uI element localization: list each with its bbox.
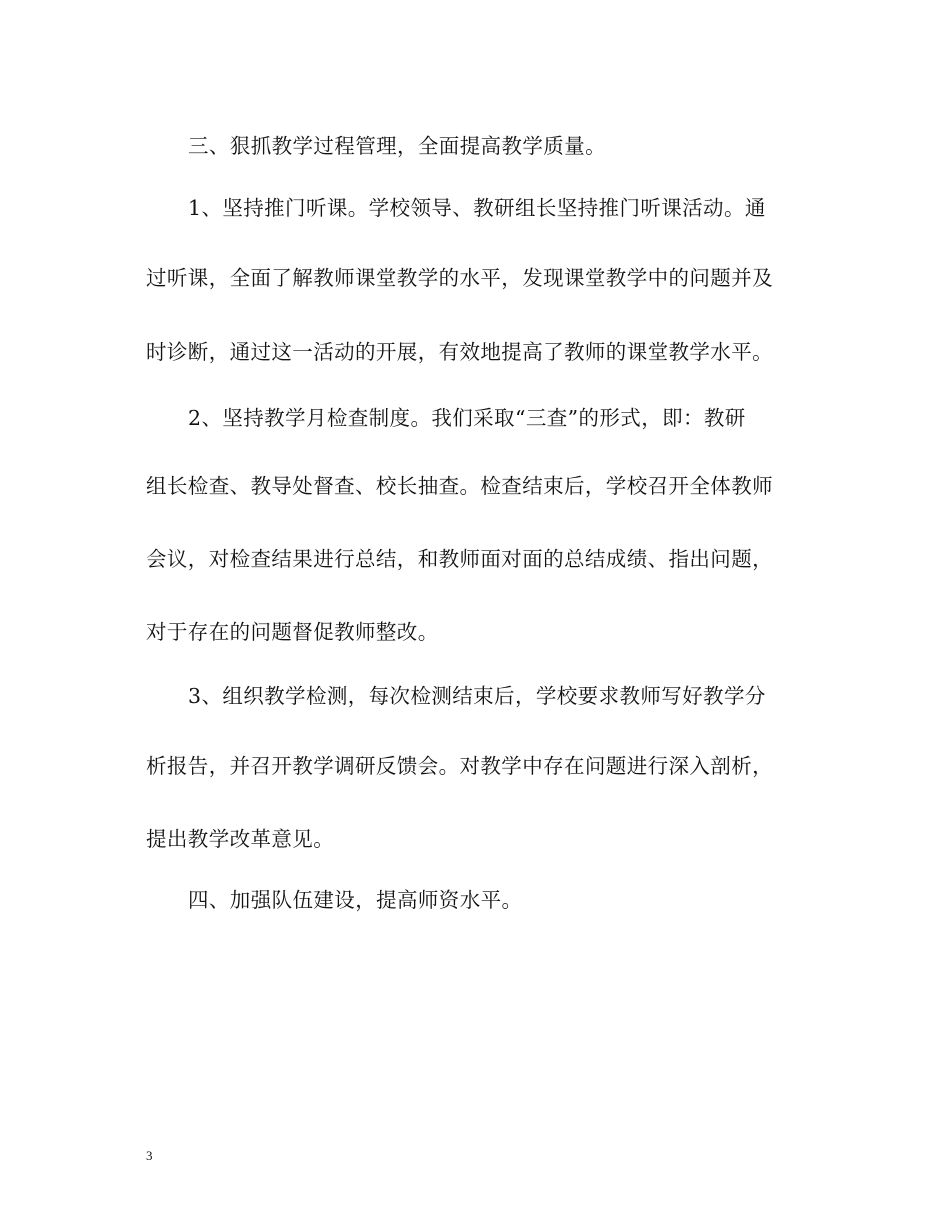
paragraph-1-line-3: 时诊断，通过这一活动的开展，有效地提高了教师的课堂教学水平。: [146, 340, 773, 364]
paragraph-2-line-2: 组长检查、教导处督查、校长抽查。检查结束后，学校召开全体教师: [146, 474, 773, 498]
paragraph-3-line-1: 3、组织教学检测，每次检测结束后，学校要求教师写好教学分: [188, 684, 766, 708]
section-heading-3: 三、狠抓教学过程管理，全面提高教学质量。: [188, 134, 606, 158]
paragraph-1-line-2: 过听课，全面了解教师课堂教学的水平，发现课堂教学中的问题并及: [146, 266, 773, 290]
paragraph-2-line-1: 2、坚持教学月检查制度。我们采取“三查”的形式，即：教研: [188, 406, 746, 430]
paragraph-2-line-4: 对于存在的问题督促教师整改。: [146, 620, 439, 644]
page-number: 3: [146, 1148, 153, 1163]
paragraph-3-line-2: 析报告，并召开教学调研反馈会。对教学中存在问题进行深入剖析，: [146, 754, 773, 778]
section-heading-4: 四、加强队伍建设，提高师资水平。: [188, 888, 523, 912]
paragraph-2-line-3: 会议，对检查结果进行总结，和教师面对面的总结成绩、指出问题，: [146, 547, 773, 571]
paragraph-1-line-1: 1、坚持推门听课。学校领导、教研组长坚持推门听课活动。通: [188, 196, 766, 220]
paragraph-3-line-3: 提出教学改革意见。: [146, 827, 335, 851]
